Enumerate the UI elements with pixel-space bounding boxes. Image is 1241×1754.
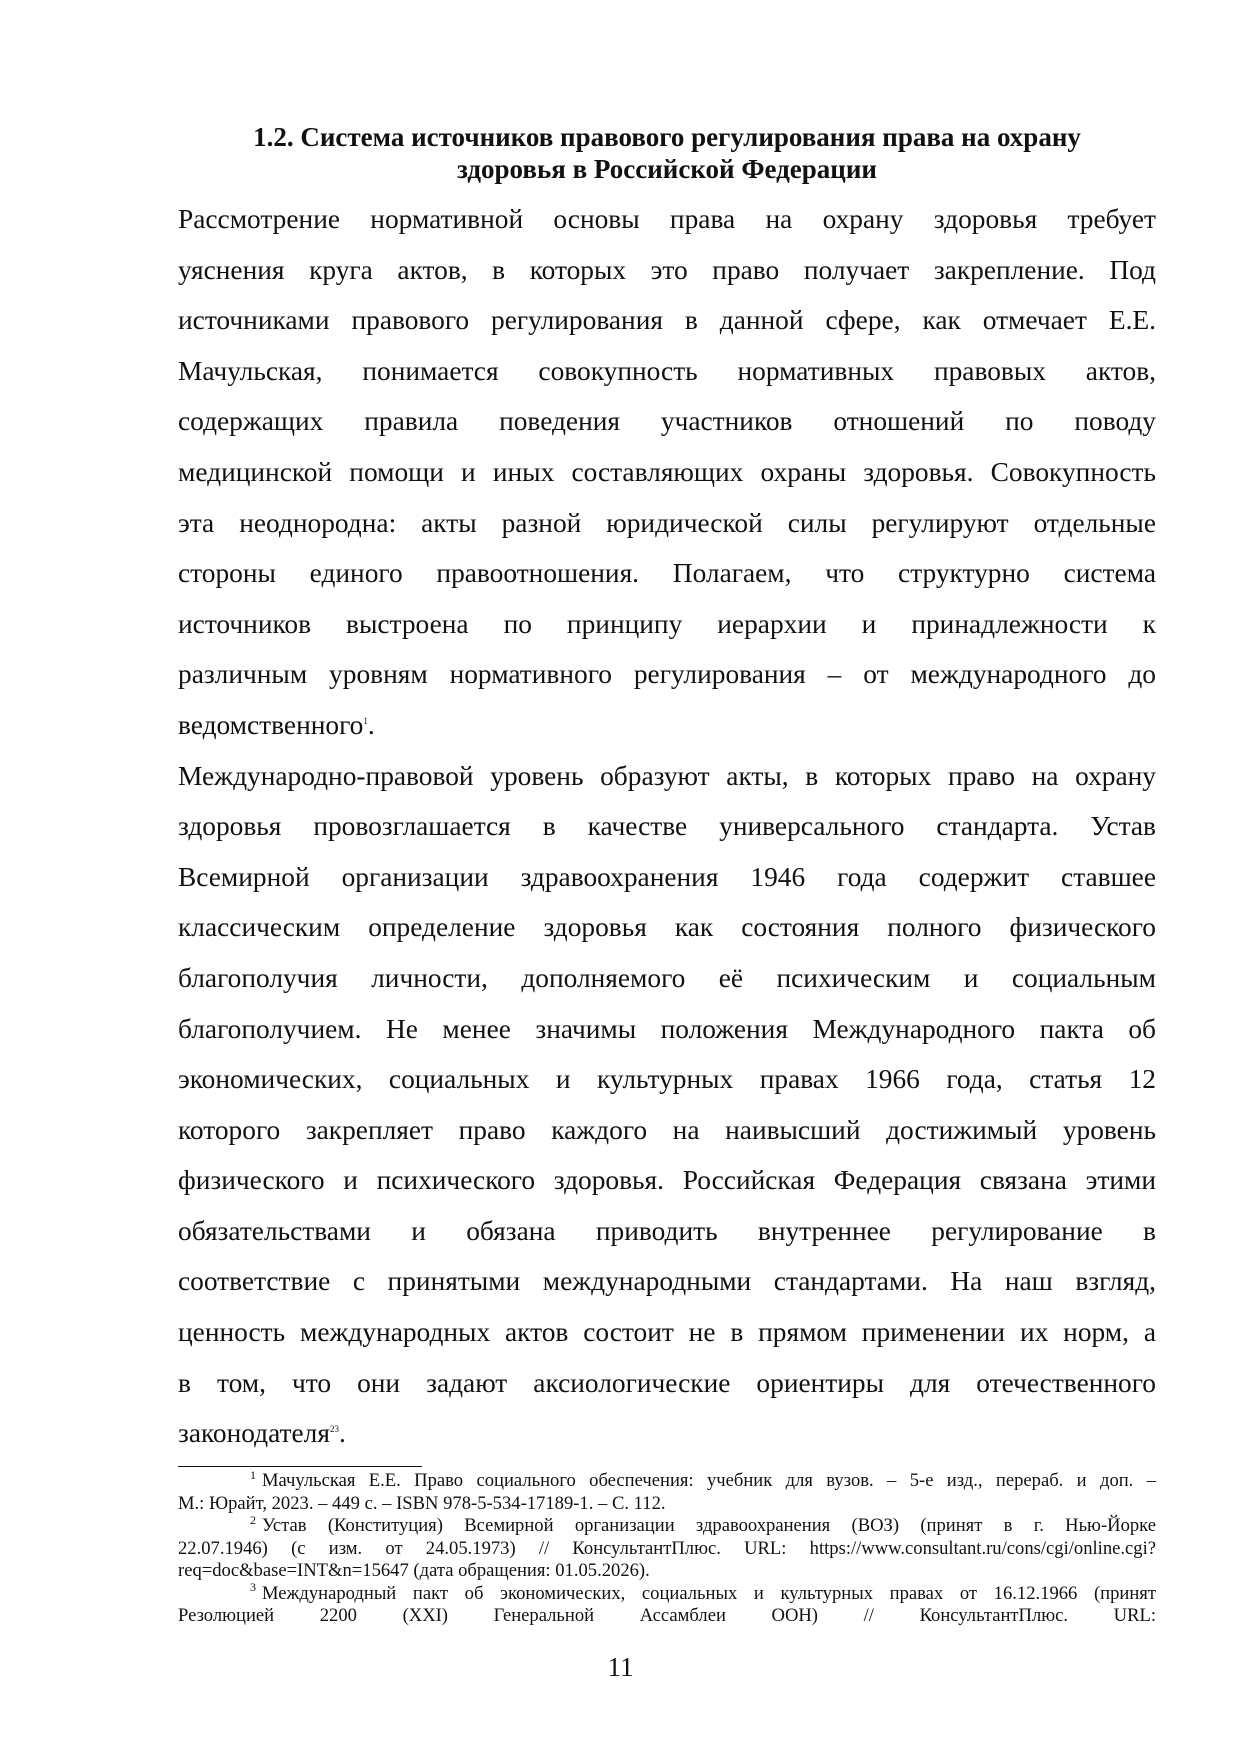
footnote-text: Устав (Конституция) Всемирной организации здравоохранения (ВОЗ) (принят в г. Нью-Йорке <box>262 1515 1156 1536</box>
footnote-reference[interactable]: 23 <box>329 1424 339 1435</box>
paragraph-line: которого закрепляет право каждого на наивысший достижимый уровень <box>178 1114 1156 1145</box>
footnote-text: Международный пакт об экономических, социальных и культурных правах от 16.12.1966 (принят <box>262 1582 1156 1604</box>
body-text <box>178 194 1156 1459</box>
footnote-line: М.: Юрайт, 2023. – 449 с. – ISBN 978-5-534-17189-1. – С. 112. <box>178 1492 666 1514</box>
paragraph-line: Всемирной организации здравоохранения 1946 года содержит ставшее <box>178 861 1156 892</box>
paragraph-line: обязательствами и обязана приводить внутреннее регулирование в <box>178 1215 1156 1246</box>
paragraph-line-text: законодателя <box>178 1418 330 1449</box>
paragraph-line: экономических, социальных и культурных правах 1966 года, статья 12 <box>178 1064 1156 1095</box>
footnote-1 <box>178 1467 1156 1515</box>
paragraph-line: различным уровням нормативного регулирования – от международного до <box>178 659 1156 690</box>
paragraph-line: медицинской помощи и иных составляющих охраны здоровья. Совокупность <box>178 456 1156 487</box>
paragraph-line: содержащих правила поведения участников отношений по поводу <box>178 406 1156 437</box>
sentence-end: . <box>367 709 375 740</box>
sentence-end: . <box>338 1418 346 1449</box>
section-heading-line-1: 1.2. Система источников правового регулирования права на охрану <box>253 122 1081 152</box>
footnote-text: Мачульская Е.Е. Право социального обеспечения: учебник для вузов. – 5-е изд., перераб. и доп. – <box>262 1470 1156 1491</box>
paragraph-line: здоровья провозглашается в качестве универсального стандарта. Устав <box>178 811 1156 842</box>
footnote-number: 3 <box>250 1580 256 1595</box>
footnote-number: 2 <box>250 1512 256 1527</box>
paragraph-line-text: ведомственного <box>178 709 364 740</box>
paragraph-line: классическим определение здоровья как состояния полного физического <box>178 912 1156 943</box>
footnote-line: Резолюцией 2200 (XXI) Генеральной Ассамблеи ООН) // КонсультантПлюс. URL: <box>178 1605 1156 1626</box>
paragraph-line: Рассмотрение нормативной основы права на охрану здоровья требует <box>178 204 1156 234</box>
footnote-line[interactable]: req=doc&base=INT&n=15647 (дата обращения: 01.05.2026). <box>178 1560 650 1581</box>
paragraph-line: в том, что они задают аксиологические ориентиры для отечественного <box>178 1367 1156 1398</box>
section-heading <box>178 121 1156 185</box>
footnotes <box>178 1467 1156 1628</box>
footnote-3 <box>178 1580 1156 1628</box>
paragraph-line: благополучием. Не менее значимы положения Международного пакта об <box>178 1013 1156 1044</box>
paragraph-last-line <box>178 1408 1156 1459</box>
paragraph-line: Мачульская, понимается совокупность нормативных правовых актов, <box>178 355 1156 386</box>
paragraph-line: благополучия личности, дополняемого её психическим и социальным <box>178 962 1156 993</box>
paragraph-line: эта неоднородна: акты разной юридической силы регулируют отдельные <box>178 507 1156 538</box>
paragraph-line: физического и психического здоровья. Российская Федерация связана этими <box>178 1165 1156 1196</box>
footnote-line <box>178 1580 1156 1606</box>
footnote-2 <box>178 1512 1156 1583</box>
footnote-reference[interactable]: 1 <box>363 715 368 726</box>
footnote-line[interactable]: 22.07.1946) (с изм. от 24.05.1973) // КонсультантПлюс. URL: https://www.consultant.ru/cons/cgi/online.cgi? <box>178 1537 1156 1559</box>
paragraph-last-line <box>178 700 1156 751</box>
page-number: 11 <box>607 1652 634 1682</box>
paragraph-line: стороны единого правоотношения. Полагаем, что структурно система <box>178 558 1156 589</box>
paragraph-line: источниками правового регулирования в данной сфере, как отмечает Е.Е. <box>178 305 1156 336</box>
paragraph-line: ценность международных актов состоит не в прямом применении их норм, а <box>178 1317 1156 1348</box>
paragraph-line: Международно-правовой уровень образуют акты, в которых право на охрану <box>178 760 1156 791</box>
paragraph-line: источников выстроена по принципу иерархии и принадлежности к <box>178 608 1156 639</box>
paragraph-1 <box>178 194 1156 751</box>
paragraph-line: уяснения круга актов, в которых это право получает закрепление. Под <box>178 254 1156 285</box>
footnote-separator <box>178 1466 422 1467</box>
footnote-line <box>178 1512 1156 1538</box>
footnote-line <box>178 1467 1156 1493</box>
paragraph-2 <box>178 751 1156 1459</box>
section-heading-line-2: здоровья в Российской Федерации <box>457 154 877 184</box>
paragraph-line: соответствие с принятыми международными стандартами. На наш взгляд, <box>178 1266 1156 1297</box>
footnote-number: 1 <box>250 1467 256 1482</box>
